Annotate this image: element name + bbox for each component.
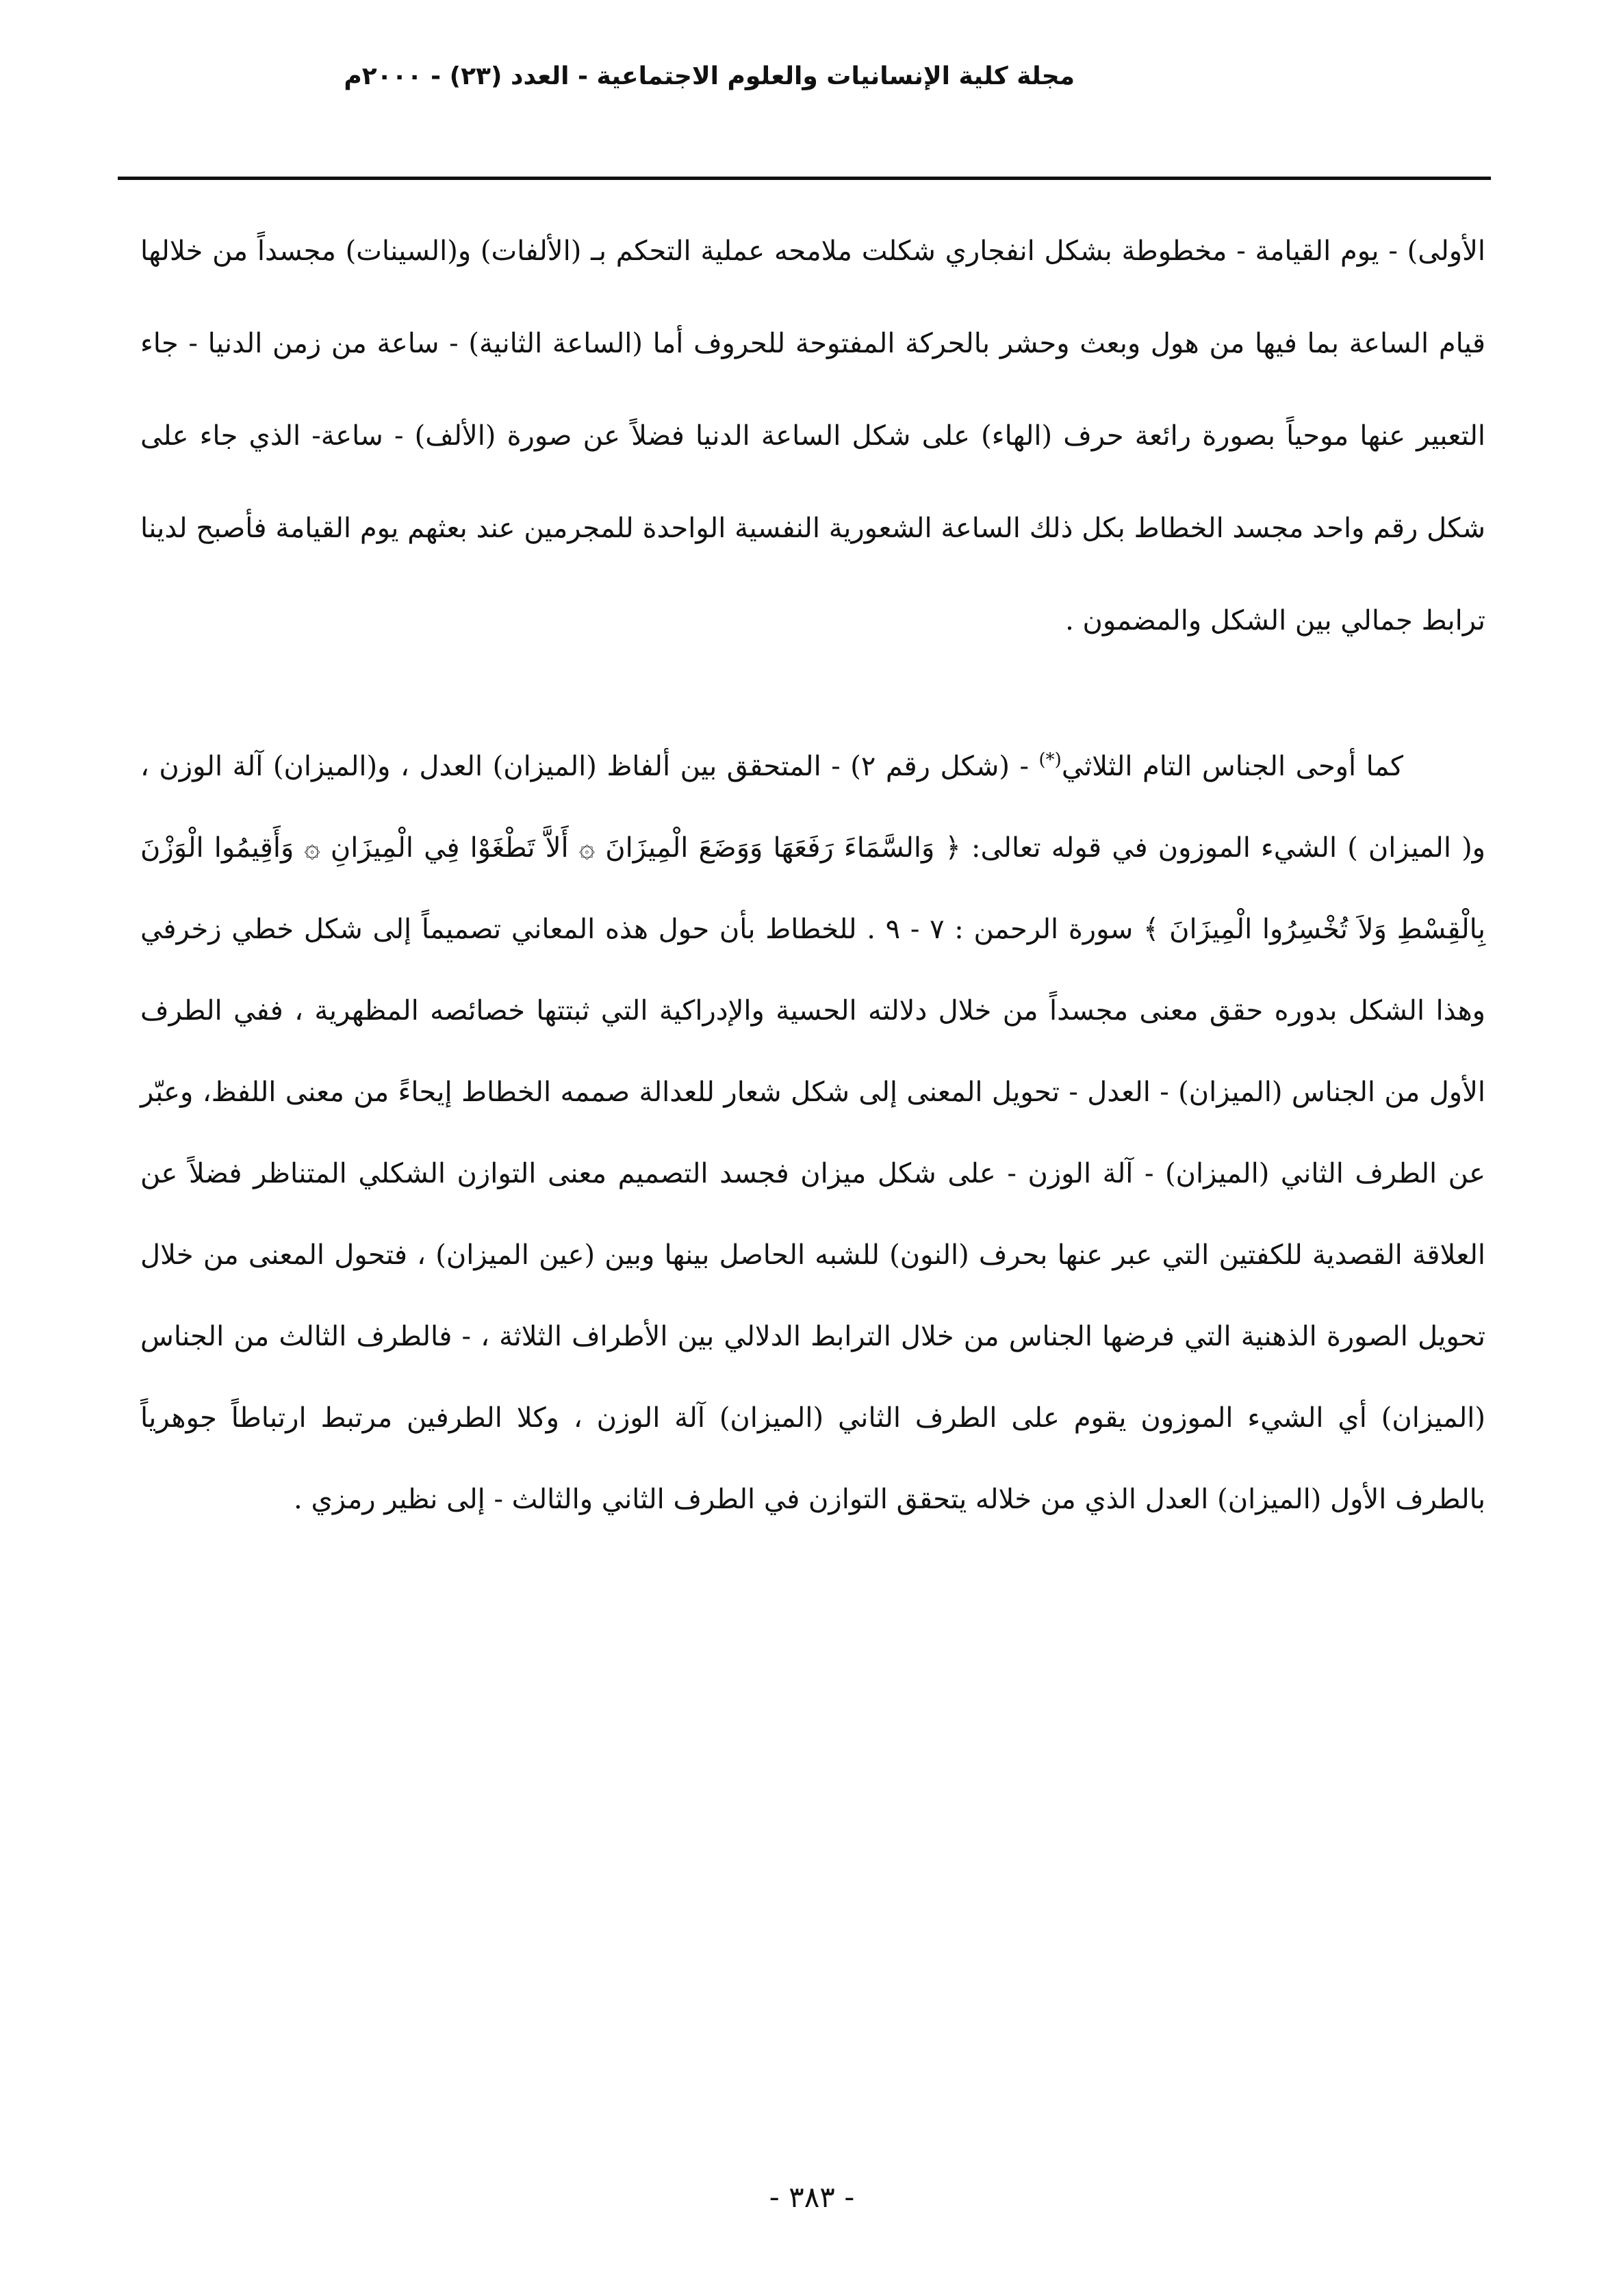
- paragraph-2-rest: سورة الرحمن : ٧ - ٩ . للخطاط بأن حول هذه المعاني تصميماً إلى شكل خطي زخرفي وهذا الشكل بدوره حقق معنى مجسداً من خلال دلالته الحسية والإدراكية التي ثبتتها خصائصه المظهرية ، ففي الطرف الأول من الجناس (الميزان) - العدل - تحويل المعنى إلى شكل شعار للعدالة صممه الخطاط إيحاءً من معنى اللفظ، وعبّر عن الطرف الثاني (الميزان) - آلة الوزن - على شكل ميزان فجسد التصميم معنى التوازن الشكلي المتناظر فضلاً عن العلاقة القصدية للكفتين التي عبر عنها بحرف (النون) للشبه الحاصل بينها وبين (عين الميزان) ، فتحول المعنى من خلال تحويل الصورة الذهنية التي فرضها الجناس من خلال الترابط الدلالي بين الأطراف الثلاثة ، - فالطرف الثالث من الجناس (الميزان) أي الشيء الموزون يقوم على الطرف الثاني (الميزان) آلة الوزن ، وكلا الطرفين مرتبط ارتباطاً جوهرياً بالطرف الأول (الميزان) العدل الذي من خلاله يتحقق التوازن في الطرف الثاني والثالث - إلى نظير رمزي .: [140, 914, 1485, 1515]
- page-number: - ٣٨٣ -: [769, 2180, 855, 2214]
- paragraph-2: [140, 726, 1485, 1540]
- header-divider: [118, 177, 1491, 180]
- footnote-marker: (*): [1038, 749, 1062, 771]
- paragraph-1: الأولى) - يوم القيامة - مخطوطة بشكل انفجاري شكلت ملامحه عملية التحكم بـ (الألفات) و(السينات) مجسداً من خلالها قيام الساعة بما فيها من هول وبعث وحشر بالحركة المفتوحة للحروف أما (الساعة الثانية) - ساعة من زمن الدنيا - جاء التعبير عنها موحياً بصورة رائعة حرف (الهاء) على شكل الساعة الدنيا فضلاً عن صورة (الألف) - ساعة- الذي جاء على شكل رقم واحد مجسد الخطاط بكل ذلك الساعة الشعورية النفسية الواحدة للمجرمين عند بعثهم يوم القيامة فأصبح لدينا ترابط جمالي بين الشكل والمضمون .: [140, 235, 1485, 636]
- journal-header: مجلة كلية الإنسانيات والعلوم الاجتماعية - العدد (٢٣) - ٢٠٠٠م: [344, 62, 1075, 90]
- paragraph-2-after-marker: - (شكل رقم ٢) - المتحقق بين ألفاظ (الميزان) العدل ، و(الميزان) آلة الوزن ، و( الميزان ) الشيء الموزون في قوله تعالى:: [140, 751, 1485, 864]
- paragraph-2-intro: كما أوحى الجناس التام الثلاثي: [1061, 751, 1403, 782]
- quran-verse: ﴿ وَالسَّمَاءَ رَفَعَهَا وَوَضَعَ الْمِيزَانَ ۞ أَلاَّ تَطْغَوْا فِي الْمِيزَانِ ۞ وَأَقِيمُوا الْوَزْنَ بِالْقِسْطِ وَلاَ تُخْسِرُوا الْمِيزَانَ ﴾: [140, 832, 1486, 945]
- article-body: [140, 205, 1485, 1540]
